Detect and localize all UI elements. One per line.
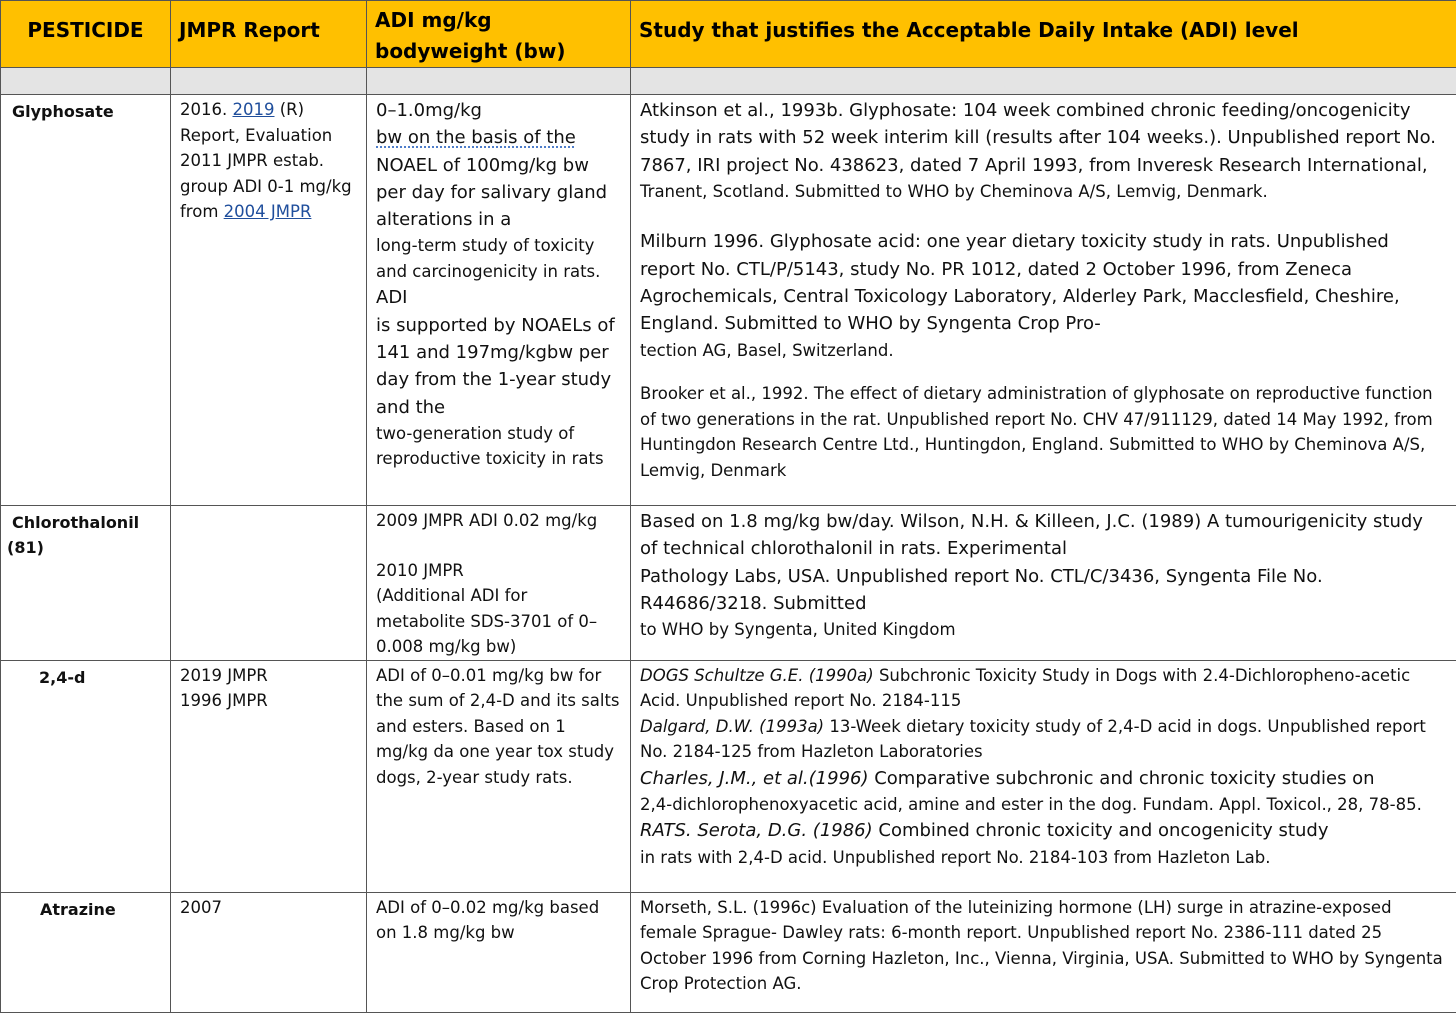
paragraph-gap bbox=[640, 204, 1448, 228]
adi-cell bbox=[367, 95, 631, 506]
study-line: Tranent, Scotland. Submitted to WHO by Cheminova A/S, Lemvig, Denmark. bbox=[640, 179, 1448, 205]
adi-line: and carcinogenicity in rats. bbox=[376, 259, 622, 285]
study-cell bbox=[631, 892, 1456, 1012]
pesticide-name: Chlorothalonil bbox=[7, 510, 170, 535]
adi-line: mg/kg da one year tox study bbox=[376, 739, 622, 765]
study-line: Huntingdon Research Centre Ltd., Huntingdon, England. Submitted to WHO by Cheminova A/S, bbox=[640, 432, 1448, 458]
header-adi-line2: bodyweight (bw) bbox=[375, 36, 622, 67]
jmpr-cell bbox=[171, 506, 367, 661]
study-line: England. Submitted to WHO by Syngenta Crop Pro- bbox=[640, 310, 1448, 337]
study-line: Morseth, S.L. (1996c) Evaluation of the luteinizing hormone (LH) surge in atrazine-exposed bbox=[640, 895, 1448, 921]
study-line bbox=[640, 765, 1448, 792]
study-line: Agrochemicals, Central Toxicology Laboratory, Alderley Park, Macclesfield, Cheshire, bbox=[640, 283, 1448, 310]
study-line: No. 2184-125 from Hazleton Laboratories bbox=[640, 739, 1448, 765]
jmpr-line: group ADI 0-1 mg/kg bbox=[180, 174, 358, 200]
study-line: of two generations in the rat. Unpublished report No. CHV 47/911129, dated 14 May 1992, from bbox=[640, 407, 1448, 433]
adi-line: is supported by NOAELs of bbox=[376, 312, 622, 339]
study-line: 2,4-dichlorophenoxyacetic acid, amine and ester in the dog. Fundam. Appl. Toxicol., 28, 78-85. bbox=[640, 792, 1448, 818]
adi-line: and the bbox=[376, 394, 622, 421]
jmpr-text: from bbox=[180, 202, 224, 221]
study-line: study in rats with 52 week interim kill (results after 104 weeks.). Unpublished report No. bbox=[640, 124, 1448, 151]
study-line: female Sprague- Dawley rats: 6-month report. Unpublished report No. 2386-111 dated 25 bbox=[640, 920, 1448, 946]
study-line: Pathology Labs, USA. Unpublished report No. CTL/C/3436, Syngenta File No. bbox=[640, 563, 1448, 590]
adi-line: ADI of 0–0.02 mg/kg based bbox=[376, 895, 622, 921]
paragraph-gap bbox=[376, 534, 622, 558]
header-pesticide: PESTICIDE bbox=[1, 1, 171, 68]
table-row-atrazine bbox=[1, 892, 1456, 1012]
study-line: to WHO by Syngenta, United Kingdom bbox=[640, 617, 1448, 643]
study-line: Lemvig, Denmark bbox=[640, 458, 1448, 484]
adi-line: 0–1.0mg/kg bbox=[376, 97, 622, 124]
adi-line: day from the 1-year study bbox=[376, 366, 622, 393]
study-line: tection AG, Basel, Switzerland. bbox=[640, 338, 1448, 364]
study-citation: RATS. Serota, D.G. (1986) bbox=[640, 820, 873, 841]
study-line: of technical chlorothalonil in rats. Experimental bbox=[640, 535, 1448, 562]
study-cell bbox=[631, 95, 1456, 506]
study-line: Brooker et al., 1992. The effect of dietary administration of glyphosate on reproductive function bbox=[640, 381, 1448, 407]
adi-line: 2009 JMPR ADI 0.02 mg/kg bbox=[376, 508, 622, 534]
adi-line: 2010 JMPR bbox=[376, 558, 622, 584]
pesticide-name: Glyphosate bbox=[1, 95, 171, 506]
study-line: Based on 1.8 mg/kg bw/day. Wilson, N.H. & Killeen, J.C. (1989) A tumourigenicity study bbox=[640, 508, 1448, 535]
header-jmpr-report: JMPR Report bbox=[171, 1, 367, 68]
table-row-chlorothalonil bbox=[1, 506, 1456, 661]
jmpr-2019-link[interactable]: 2019 bbox=[232, 100, 274, 119]
header-row bbox=[1, 1, 1456, 68]
study-line bbox=[640, 663, 1448, 689]
header-study: Study that justifies the Acceptable Daily Intake (ADI) level bbox=[631, 1, 1456, 68]
study-cell bbox=[631, 660, 1456, 892]
adi-line: per day for salivary gland bbox=[376, 179, 622, 206]
study-line: Crop Protection AG. bbox=[640, 971, 1448, 997]
study-line: R44686/3218. Submitted bbox=[640, 590, 1448, 617]
adi-line: and esters. Based on 1 bbox=[376, 714, 622, 740]
study-cell bbox=[631, 506, 1456, 661]
study-citation: Charles, J.M., et al.(1996) bbox=[640, 768, 869, 789]
pesticide-name-cell bbox=[1, 506, 171, 661]
study-line: Acid. Unpublished report No. 2184-115 bbox=[640, 688, 1448, 714]
jmpr-line: 2019 JMPR bbox=[180, 663, 358, 689]
jmpr-text: (R) bbox=[274, 100, 304, 119]
jmpr-text: 2016. bbox=[180, 100, 232, 119]
adi-line: (Additional ADI for bbox=[376, 583, 622, 609]
table-row-glyphosate bbox=[1, 95, 1456, 506]
jmpr-line: Report, Evaluation bbox=[180, 123, 358, 149]
adi-line: ADI bbox=[376, 284, 622, 311]
spacer-row bbox=[1, 68, 1456, 95]
adi-cell bbox=[367, 506, 631, 661]
adi-line: NOAEL of 100mg/kg bw bbox=[376, 152, 622, 179]
adi-line: dogs, 2-year study rats. bbox=[376, 765, 622, 791]
study-line bbox=[640, 714, 1448, 740]
adi-cell bbox=[367, 892, 631, 1012]
jmpr-cell bbox=[171, 660, 367, 892]
jmpr-cell bbox=[171, 95, 367, 506]
spacer-cell bbox=[367, 68, 631, 95]
study-line: 7867, IRI project No. 438623, dated 7 April 1993, from Inveresk Research International, bbox=[640, 152, 1448, 179]
study-text: 13-Week dietary toxicity study of 2,4-D acid in dogs. Unpublished report bbox=[824, 717, 1426, 736]
spacer-cell bbox=[1, 68, 171, 95]
study-line: in rats with 2,4-D acid. Unpublished report No. 2184-103 from Hazleton Lab. bbox=[640, 845, 1448, 871]
adi-line: bw on the basis of the bbox=[376, 124, 622, 151]
study-text: Subchronic Toxicity Study in Dogs with 2.4-Dichloropheno-acetic bbox=[874, 666, 1411, 685]
jmpr-line: 2011 JMPR estab. bbox=[180, 148, 358, 174]
jmpr-cell: 2007 bbox=[171, 892, 367, 1012]
jmpr-line bbox=[180, 199, 358, 225]
spacer-cell bbox=[171, 68, 367, 95]
adi-line: alterations in a bbox=[376, 206, 622, 233]
study-citation: Dalgard, D.W. (1993a) bbox=[640, 717, 824, 736]
adi-line: the sum of 2,4-D and its salts bbox=[376, 688, 622, 714]
paragraph-gap bbox=[640, 363, 1448, 381]
adi-line: ADI of 0–0.01 mg/kg bw for bbox=[376, 663, 622, 689]
study-line: Milburn 1996. Glyphosate acid: one year dietary toxicity study in rats. Unpublished bbox=[640, 228, 1448, 255]
study-line bbox=[640, 817, 1448, 844]
header-adi-line1: ADI mg/kg bbox=[375, 5, 622, 36]
header-adi bbox=[367, 1, 631, 68]
jmpr-2004-link[interactable]: 2004 JMPR bbox=[224, 202, 312, 221]
jmpr-line: 1996 JMPR bbox=[180, 688, 358, 714]
study-line: Atkinson et al., 1993b. Glyphosate: 104 week combined chronic feeding/oncogenicity bbox=[640, 97, 1448, 124]
study-line: October 1996 from Corning Hazleton, Inc., Vienna, Virginia, USA. Submitted to WHO by Syngenta bbox=[640, 946, 1448, 972]
adi-line: on 1.8 mg/kg bw bbox=[376, 920, 622, 946]
jmpr-line bbox=[180, 97, 358, 123]
adi-cell bbox=[367, 660, 631, 892]
pesticide-number: (81) bbox=[7, 535, 170, 560]
study-text: Comparative subchronic and chronic toxicity studies on bbox=[869, 768, 1375, 789]
adi-line: 0.008 mg/kg bw) bbox=[376, 634, 622, 660]
study-text: Combined chronic toxicity and oncogenicity study bbox=[873, 820, 1329, 841]
adi-line: long-term study of toxicity bbox=[376, 233, 622, 259]
adi-line: 141 and 197mg/kgbw per bbox=[376, 339, 622, 366]
pesticide-name: Atrazine bbox=[1, 892, 171, 1012]
study-line: report No. CTL/P/5143, study No. PR 1012, dated 2 October 1996, from Zeneca bbox=[640, 256, 1448, 283]
spacer-cell bbox=[631, 68, 1456, 95]
table-row-2-4-d bbox=[1, 660, 1456, 892]
pesticide-name: 2,4-d bbox=[1, 660, 171, 892]
study-citation: DOGS Schultze G.E. (1990a) bbox=[640, 666, 874, 685]
adi-line: reproductive toxicity in rats bbox=[376, 446, 622, 472]
adi-line: two-generation study of bbox=[376, 421, 622, 447]
adi-line: metabolite SDS-3701 of 0– bbox=[376, 609, 622, 635]
